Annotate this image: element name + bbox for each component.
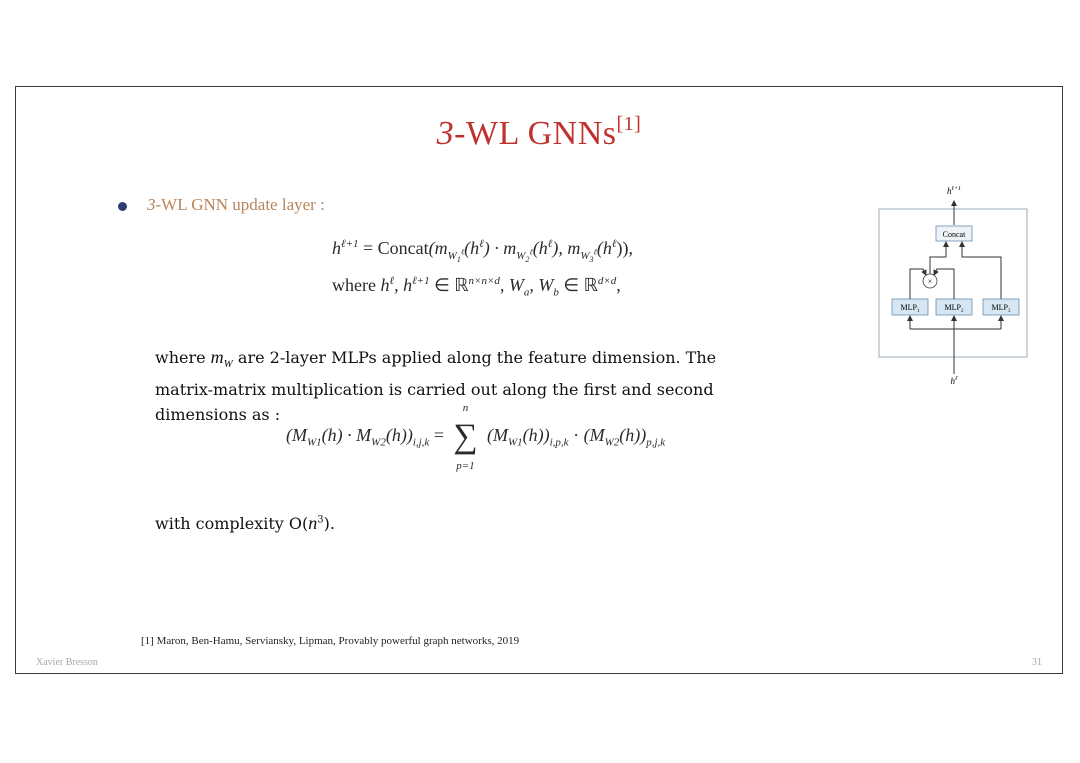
eq2-dims2: d×d [597,275,617,287]
complexity-n: n [308,513,318,533]
eq1-h3: (h [596,238,612,258]
mlp2-label: $MLP_2$ [944,303,964,314]
eq1-mid2: ), m [552,238,581,258]
bullet-dot [118,202,127,211]
title-prefix: 3 [436,115,455,152]
eq2-in2: ∈ ℝ [558,275,598,295]
eq1-end: )), [616,238,633,258]
eq1-h1: (h [464,238,480,258]
eq3-w1: W1 [307,436,322,449]
para-rest: are 2-layer MLPs applied along the feature dimension. The matrix-matrix multiplication is carried out along the first and second dimensions as : [155,348,717,425]
eq2-wb: , W [529,275,554,295]
eq3-r2-sub: W2 [604,436,620,449]
eq1-lhs: h [332,238,341,258]
mlp1-label: $MLP_1$ [900,303,920,314]
eq3-dot: · [568,425,584,446]
eq2-wb-sub: b [553,286,559,299]
page-number: 31 [1032,657,1042,668]
eq3-lhs: (M [286,425,307,446]
eq2-h-sup: ℓ [389,275,395,287]
complexity-text: with complexity O( [155,514,309,533]
eq1-h1-sup: ℓ [479,238,484,250]
multiply-symbol: × [927,277,933,286]
eq1-concat: = Concat [358,238,429,258]
slide-frame [15,86,1063,674]
para-mw: m [210,347,224,367]
para-start: where [155,348,211,367]
eq1-w3: W3ℓ [580,246,597,264]
eq2-wa-sub: a [523,286,530,299]
eq3-w2: W2 [371,436,386,449]
update-equation [332,238,633,264]
eq3-lhs2: (h) · M [321,425,372,446]
eq1-m1: (m [428,238,448,258]
para-mw-sub: W [223,358,233,371]
eq2-dims: n×n×d [468,275,500,287]
matmul-equation [286,402,666,472]
eq3-lhs-sub: i,j,k [412,436,430,449]
footnote: [1] Maron, Ben-Hamu, Serviansky, Lipman, Provably powerful graph networks, 2019 [141,635,520,647]
eq1-w1: W1ℓ [447,246,465,264]
slide-title [16,115,1062,153]
bullet-text: -WL GNN update layer : [155,195,325,214]
eq1-h2-sup: ℓ [547,238,553,250]
explanation-paragraph [155,345,775,427]
diagram-top-label: $h^{\ell+1}$ [946,186,962,196]
eq2-h: h [380,275,390,295]
eq3-r2: (M [583,425,605,446]
eq3-r1-sub: W1 [507,436,523,449]
eq2-end: , [616,275,621,295]
eq1-h2: (h [532,238,548,258]
eq2-h2: , h [394,275,413,295]
title-main: -WL GNNs [454,115,617,152]
sum-operator: n ∑ p=1 [453,402,478,472]
eq3-r1-idx: i,p,k [549,436,569,449]
eq2-wa: , W [499,275,524,295]
footer-author: Xavier Bresson [36,657,98,668]
eq3-r2b: (h)) [619,425,647,446]
eq2-in: ∈ ℝ [429,275,469,295]
title-ref: [1] [616,113,642,135]
eq2-where: where [332,275,381,295]
bullet-label [147,195,325,215]
complexity-exp: 3 [317,514,324,526]
mlp3-label: $MLP_3$ [991,303,1011,314]
arrow-mlp2-multiply [934,269,954,299]
eq1-mid: ) · m [483,238,517,258]
eq1-h3-sup: ℓ [611,238,617,250]
architecture-diagram [864,179,1039,389]
eq3-r2-idx: p,j,k [646,436,666,449]
arrow-mlp3-concat [962,242,1001,299]
eq3-r1b: (h)) [522,425,550,446]
domain-equation [332,275,621,299]
eq1-w2: W2ℓ [516,246,533,264]
complexity-line [155,513,335,534]
eq2-h2-sup: ℓ+1 [412,275,430,287]
bullet-prefix: 3 [147,195,156,214]
eq3-lhs3: (h)) [385,425,413,446]
eq3-r1: (M [482,425,508,446]
eq1-lhs-sup: ℓ+1 [341,238,359,250]
eq3-eq: = [429,425,449,446]
diagram-bottom-label: $h^\ell$ [950,376,958,386]
complexity-end: ). [323,514,335,533]
concat-label: Concat [942,230,966,239]
